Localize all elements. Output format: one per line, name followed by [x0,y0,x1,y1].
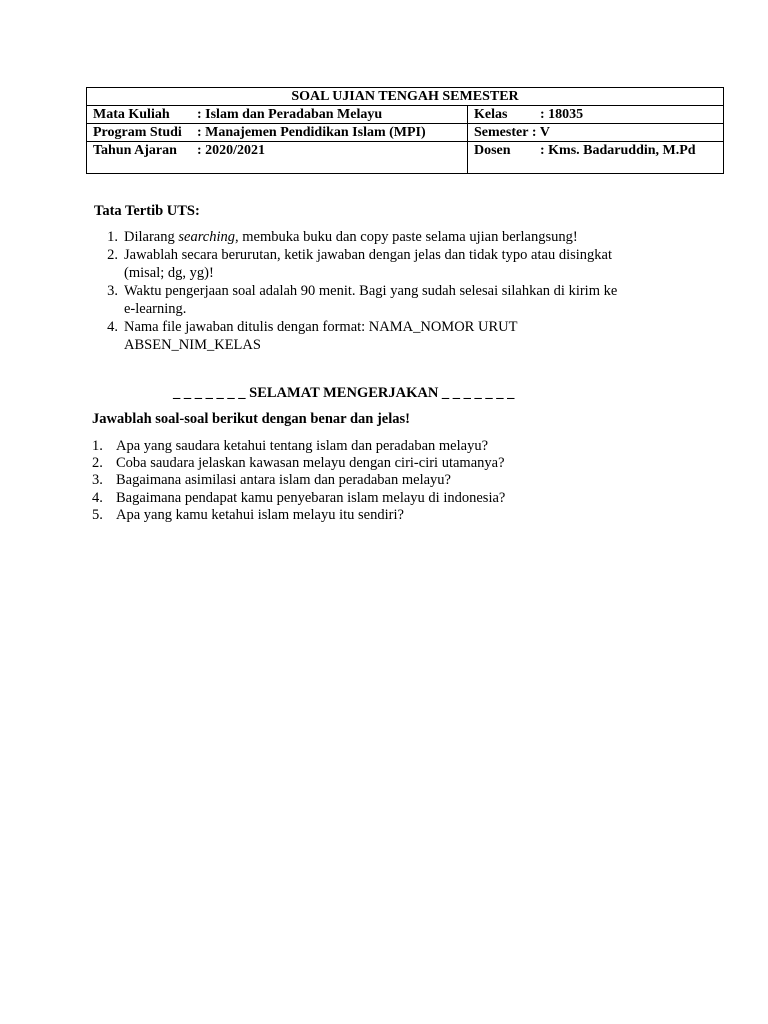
rule-text-lead: Waktu pengerjaan soal adalah 90 menit. Bagi yang sudah selesai silahkan di kirim ke [124,283,618,299]
question-text: Bagaimana asimilasi antara islam dan peradaban melayu? [116,472,451,489]
rule-text [124,228,684,246]
rule-text-lead: Dilarang [124,229,179,245]
header-row-course [87,106,723,124]
year-cell [87,142,468,173]
year-value: : 2020/2021 [197,143,266,158]
lecturer-cell [468,142,723,173]
rule-text-lead: Jawablah secara berurutan, ketik jawaban dengan jelas dan tidak typo atau disingkat [124,247,612,263]
rule-number: 4. [107,319,118,335]
course-cell [87,106,468,123]
semester-cell [468,124,723,141]
questions-list [92,438,505,524]
question-number: 4. [92,489,103,506]
rule-text-emphasis: searching [178,229,236,245]
rules-heading: Tata Tertib UTS: [94,203,200,219]
question-item [92,438,505,455]
program-cell [87,124,468,141]
rule-text-continuation: (misal; dg, yg)! [124,265,214,281]
question-number: 2. [92,455,103,472]
questions-heading: Jawablah soal-soal berikut dengan benar dan jelas! [92,411,410,427]
exam-title: SOAL UJIAN TENGAH SEMESTER [87,88,723,106]
rule-item [94,318,684,354]
rule-number: 3. [107,283,118,299]
class-value: : 18035 [540,107,584,122]
class-cell [468,106,723,123]
header-row-year [87,142,723,173]
rule-text-rest: , membuka buku dan copy paste selama ujian berlangsung! [235,229,578,245]
question-number: 1. [92,438,103,454]
question-item [92,490,505,507]
question-item [92,455,505,472]
exam-header-table [86,87,724,174]
greeting-banner: _ _ _ _ _ _ _ SELAMAT MENGERJAKAN _ _ _ _ _ _ _ [173,385,515,401]
question-item [92,472,505,489]
rule-text [124,282,684,318]
course-label: Mata Kuliah [93,107,170,122]
rule-number: 2. [107,247,118,263]
semester-label: Semester [474,125,529,140]
question-number: 5. [92,506,103,523]
rule-text-continuation: ABSEN_NIM_KELAS [124,337,261,353]
program-value: : Manajemen Pendidikan Islam (MPI) [197,125,426,140]
question-text: Coba saudara jelaskan kawasan melayu dengan ciri-ciri utamanya? [116,455,505,472]
rule-item [94,228,684,246]
rule-text-continuation: e-learning. [124,301,187,317]
header-row-program [87,124,723,142]
semester-value: : V [531,125,550,140]
year-label: Tahun Ajaran [93,143,177,158]
rule-text-lead: Nama file jawaban ditulis dengan format: NAMA_NOMOR URUT [124,319,518,335]
lecturer-value: : Kms. Badaruddin, M.Pd [540,143,696,158]
question-text: Apa yang kamu ketahui islam melayu itu sendiri? [116,506,404,523]
lecturer-label: Dosen [474,143,511,158]
program-label: Program Studi [93,125,182,140]
rule-number: 1. [107,229,118,245]
rule-text [124,318,684,354]
question-item [92,507,505,524]
rule-text [124,246,684,282]
question-number: 3. [92,472,103,489]
question-text: Bagaimana pendapat kamu penyebaran islam melayu di indonesia? [116,489,506,506]
rule-item [94,282,684,318]
class-label: Kelas [474,107,508,122]
rule-item [94,246,684,282]
question-text: Apa yang saudara ketahui tentang islam dan peradaban melayu? [116,438,489,454]
course-value: : Islam dan Peradaban Melayu [197,107,383,122]
rules-list [94,228,684,354]
